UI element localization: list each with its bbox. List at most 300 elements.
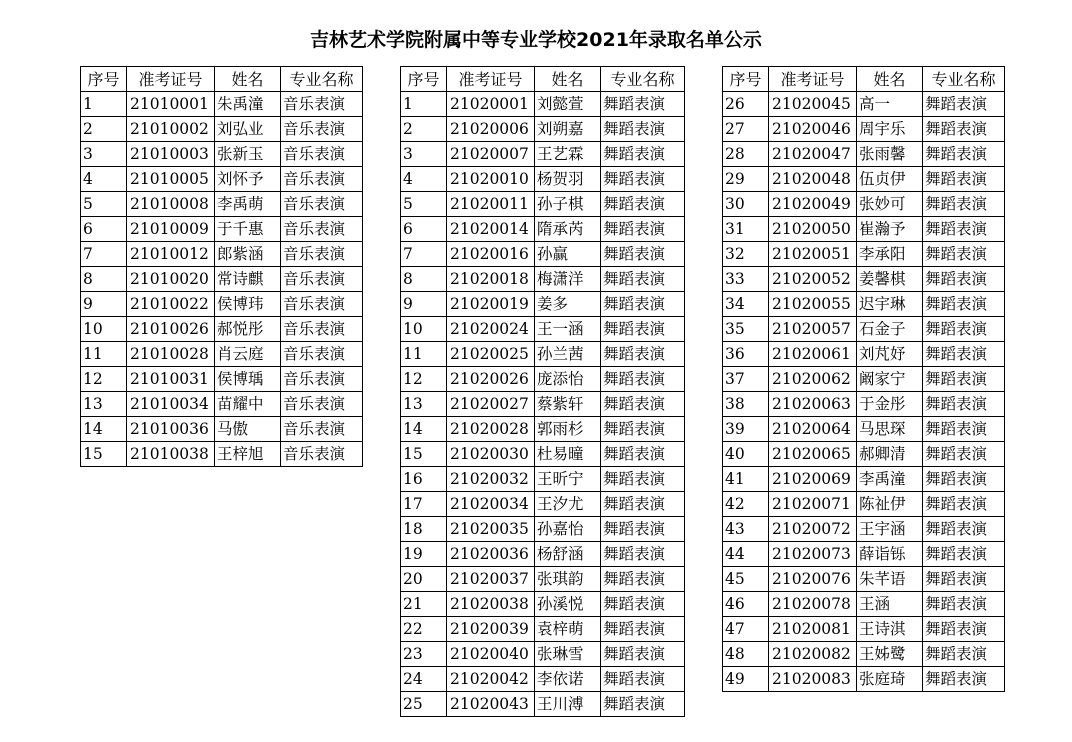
exam-id-cell: 21020035 <box>447 517 535 542</box>
seq-cell: 40 <box>723 442 769 467</box>
exam-id-cell: 21020006 <box>447 117 535 142</box>
exam-id-cell: 21020078 <box>769 592 857 617</box>
table-row <box>81 217 363 242</box>
major-cell: 舞蹈表演 <box>601 92 685 117</box>
seq-cell: 19 <box>401 542 447 567</box>
seq-cell: 20 <box>401 567 447 592</box>
exam-id-cell: 21010038 <box>127 442 215 467</box>
table-header-row <box>723 67 1005 92</box>
table-row <box>401 117 685 142</box>
table-row <box>723 492 1005 517</box>
major-cell: 舞蹈表演 <box>601 692 685 717</box>
seq-cell: 9 <box>81 292 127 317</box>
exam-id-cell: 21010009 <box>127 217 215 242</box>
exam-id-cell: 21020024 <box>447 317 535 342</box>
major-cell: 音乐表演 <box>281 192 363 217</box>
name-cell: 郎紫涵 <box>215 242 281 267</box>
header-exam-id: 准考证号 <box>127 67 215 92</box>
table-row <box>401 292 685 317</box>
header-name: 姓名 <box>857 67 923 92</box>
header-name: 姓名 <box>215 67 281 92</box>
major-cell: 舞蹈表演 <box>601 542 685 567</box>
seq-cell: 5 <box>81 192 127 217</box>
major-cell: 舞蹈表演 <box>601 142 685 167</box>
seq-cell: 46 <box>723 592 769 617</box>
seq-cell: 12 <box>401 367 447 392</box>
name-cell: 王宇涵 <box>857 517 923 542</box>
name-cell: 王一涵 <box>535 317 601 342</box>
major-cell: 舞蹈表演 <box>923 417 1005 442</box>
table-row <box>723 417 1005 442</box>
name-cell: 孙嘉怡 <box>535 517 601 542</box>
seq-cell: 24 <box>401 667 447 692</box>
table-row <box>81 392 363 417</box>
name-cell: 马傲 <box>215 417 281 442</box>
seq-cell: 47 <box>723 617 769 642</box>
table-row <box>723 317 1005 342</box>
name-cell: 于金彤 <box>857 392 923 417</box>
exam-id-cell: 21020072 <box>769 517 857 542</box>
seq-cell: 14 <box>81 417 127 442</box>
exam-id-cell: 21020028 <box>447 417 535 442</box>
name-cell: 侯博瑀 <box>215 367 281 392</box>
seq-cell: 42 <box>723 492 769 517</box>
header-major: 专业名称 <box>601 67 685 92</box>
major-cell: 舞蹈表演 <box>923 317 1005 342</box>
exam-id-cell: 21020052 <box>769 267 857 292</box>
major-cell: 舞蹈表演 <box>923 142 1005 167</box>
seq-cell: 27 <box>723 117 769 142</box>
table-row <box>81 342 363 367</box>
table-row <box>401 667 685 692</box>
seq-cell: 41 <box>723 467 769 492</box>
header-seq: 序号 <box>723 67 769 92</box>
exam-id-cell: 21020042 <box>447 667 535 692</box>
major-cell: 舞蹈表演 <box>601 217 685 242</box>
table-header-row <box>81 67 363 92</box>
exam-id-cell: 21020032 <box>447 467 535 492</box>
exam-id-cell: 21020025 <box>447 342 535 367</box>
exam-id-cell: 21020069 <box>769 467 857 492</box>
name-cell: 刘芃妤 <box>857 342 923 367</box>
exam-id-cell: 21010020 <box>127 267 215 292</box>
name-cell: 李禹潼 <box>857 467 923 492</box>
name-cell: 隋承芮 <box>535 217 601 242</box>
major-cell: 舞蹈表演 <box>923 292 1005 317</box>
name-cell: 李禹萌 <box>215 192 281 217</box>
name-cell: 刘朔嘉 <box>535 117 601 142</box>
seq-cell: 22 <box>401 617 447 642</box>
major-cell: 音乐表演 <box>281 317 363 342</box>
seq-cell: 14 <box>401 417 447 442</box>
major-cell: 音乐表演 <box>281 142 363 167</box>
name-cell: 孙赢 <box>535 242 601 267</box>
table-row <box>81 117 363 142</box>
name-cell: 侯博玮 <box>215 292 281 317</box>
table-row <box>401 267 685 292</box>
admission-table-music <box>80 66 363 467</box>
table-row <box>401 92 685 117</box>
table-row <box>723 242 1005 267</box>
table-row <box>723 342 1005 367</box>
table-row <box>723 117 1005 142</box>
name-cell: 朱芊语 <box>857 567 923 592</box>
major-cell: 舞蹈表演 <box>923 517 1005 542</box>
table-row <box>723 167 1005 192</box>
table-row <box>81 292 363 317</box>
name-cell: 张雨馨 <box>857 142 923 167</box>
major-cell: 舞蹈表演 <box>923 367 1005 392</box>
major-cell: 舞蹈表演 <box>923 492 1005 517</box>
seq-cell: 17 <box>401 492 447 517</box>
table-row <box>401 467 685 492</box>
exam-id-cell: 21010028 <box>127 342 215 367</box>
name-cell: 姜多 <box>535 292 601 317</box>
name-cell: 姜馨棋 <box>857 267 923 292</box>
table-row <box>81 367 363 392</box>
table-row <box>81 442 363 467</box>
table-row <box>401 192 685 217</box>
major-cell: 音乐表演 <box>281 117 363 142</box>
name-cell: 迟宇琳 <box>857 292 923 317</box>
name-cell: 王涵 <box>857 592 923 617</box>
major-cell: 舞蹈表演 <box>923 167 1005 192</box>
major-cell: 音乐表演 <box>281 442 363 467</box>
table-row <box>401 617 685 642</box>
seq-cell: 21 <box>401 592 447 617</box>
name-cell: 王姊鹭 <box>857 642 923 667</box>
table-row <box>723 267 1005 292</box>
name-cell: 孙兰茜 <box>535 342 601 367</box>
exam-id-cell: 21020030 <box>447 442 535 467</box>
table-row <box>401 517 685 542</box>
major-cell: 音乐表演 <box>281 167 363 192</box>
header-exam-id: 准考证号 <box>447 67 535 92</box>
name-cell: 王汐尤 <box>535 492 601 517</box>
table-row <box>401 642 685 667</box>
name-cell: 郝卿清 <box>857 442 923 467</box>
exam-id-cell: 21020061 <box>769 342 857 367</box>
major-cell: 舞蹈表演 <box>923 642 1005 667</box>
name-cell: 伍贞伊 <box>857 167 923 192</box>
name-cell: 孙溪悦 <box>535 592 601 617</box>
admission-table-dance-2 <box>722 66 1005 692</box>
major-cell: 舞蹈表演 <box>923 442 1005 467</box>
seq-cell: 23 <box>401 642 447 667</box>
table-row <box>723 567 1005 592</box>
exam-id-cell: 21010031 <box>127 367 215 392</box>
major-cell: 舞蹈表演 <box>601 617 685 642</box>
exam-id-cell: 21020001 <box>447 92 535 117</box>
table-row <box>401 142 685 167</box>
major-cell: 舞蹈表演 <box>923 617 1005 642</box>
exam-id-cell: 21020040 <box>447 642 535 667</box>
exam-id-cell: 21020039 <box>447 617 535 642</box>
header-seq: 序号 <box>81 67 127 92</box>
exam-id-cell: 21020034 <box>447 492 535 517</box>
major-cell: 舞蹈表演 <box>923 567 1005 592</box>
exam-id-cell: 21010034 <box>127 392 215 417</box>
seq-cell: 43 <box>723 517 769 542</box>
header-major: 专业名称 <box>281 67 363 92</box>
table-row <box>81 92 363 117</box>
major-cell: 音乐表演 <box>281 417 363 442</box>
table-row <box>81 167 363 192</box>
seq-cell: 25 <box>401 692 447 717</box>
exam-id-cell: 21020043 <box>447 692 535 717</box>
name-cell: 王川溥 <box>535 692 601 717</box>
major-cell: 舞蹈表演 <box>601 517 685 542</box>
exam-id-cell: 21020010 <box>447 167 535 192</box>
name-cell: 刘怀予 <box>215 167 281 192</box>
exam-id-cell: 21010001 <box>127 92 215 117</box>
table-row <box>81 192 363 217</box>
table-row <box>723 217 1005 242</box>
seq-cell: 36 <box>723 342 769 367</box>
name-cell: 张妙可 <box>857 192 923 217</box>
table-row <box>723 467 1005 492</box>
major-cell: 舞蹈表演 <box>923 667 1005 692</box>
admission-table-dance-1 <box>400 66 685 717</box>
name-cell: 刘懿萱 <box>535 92 601 117</box>
name-cell: 石金子 <box>857 317 923 342</box>
table-row <box>723 442 1005 467</box>
major-cell: 舞蹈表演 <box>601 642 685 667</box>
seq-cell: 31 <box>723 217 769 242</box>
name-cell: 蔡紫轩 <box>535 392 601 417</box>
major-cell: 舞蹈表演 <box>923 242 1005 267</box>
exam-id-cell: 21010005 <box>127 167 215 192</box>
table-row <box>401 317 685 342</box>
seq-cell: 3 <box>81 142 127 167</box>
seq-cell: 11 <box>81 342 127 367</box>
seq-cell: 29 <box>723 167 769 192</box>
major-cell: 舞蹈表演 <box>601 392 685 417</box>
major-cell: 音乐表演 <box>281 292 363 317</box>
exam-id-cell: 21020050 <box>769 217 857 242</box>
seq-cell: 7 <box>401 242 447 267</box>
major-cell: 舞蹈表演 <box>601 117 685 142</box>
seq-cell: 33 <box>723 267 769 292</box>
seq-cell: 34 <box>723 292 769 317</box>
exam-id-cell: 21020016 <box>447 242 535 267</box>
table-row <box>401 392 685 417</box>
exam-id-cell: 21020014 <box>447 217 535 242</box>
name-cell: 孙子棋 <box>535 192 601 217</box>
table-row <box>401 692 685 717</box>
name-cell: 王昕宁 <box>535 467 601 492</box>
seq-cell: 4 <box>401 167 447 192</box>
seq-cell: 11 <box>401 342 447 367</box>
exam-id-cell: 21020065 <box>769 442 857 467</box>
major-cell: 舞蹈表演 <box>601 192 685 217</box>
seq-cell: 8 <box>81 267 127 292</box>
exam-id-cell: 21020026 <box>447 367 535 392</box>
name-cell: 王梓旭 <box>215 442 281 467</box>
seq-cell: 1 <box>81 92 127 117</box>
table-row <box>401 342 685 367</box>
table-row <box>723 367 1005 392</box>
major-cell: 音乐表演 <box>281 392 363 417</box>
name-cell: 李承阳 <box>857 242 923 267</box>
seq-cell: 10 <box>401 317 447 342</box>
seq-cell: 15 <box>81 442 127 467</box>
major-cell: 音乐表演 <box>281 267 363 292</box>
name-cell: 杨贺羽 <box>535 167 601 192</box>
name-cell: 苗耀中 <box>215 392 281 417</box>
major-cell: 舞蹈表演 <box>923 267 1005 292</box>
major-cell: 音乐表演 <box>281 367 363 392</box>
seq-cell: 30 <box>723 192 769 217</box>
major-cell: 舞蹈表演 <box>923 392 1005 417</box>
exam-id-cell: 21020027 <box>447 392 535 417</box>
seq-cell: 2 <box>81 117 127 142</box>
header-name: 姓名 <box>535 67 601 92</box>
name-cell: 杜易曈 <box>535 442 601 467</box>
exam-id-cell: 21010008 <box>127 192 215 217</box>
exam-id-cell: 21020082 <box>769 642 857 667</box>
seq-cell: 9 <box>401 292 447 317</box>
seq-cell: 26 <box>723 92 769 117</box>
major-cell: 舞蹈表演 <box>601 667 685 692</box>
name-cell: 阚家宁 <box>857 367 923 392</box>
exam-id-cell: 21020047 <box>769 142 857 167</box>
major-cell: 舞蹈表演 <box>601 242 685 267</box>
name-cell: 崔瀚予 <box>857 217 923 242</box>
major-cell: 舞蹈表演 <box>601 442 685 467</box>
name-cell: 杨舒涵 <box>535 542 601 567</box>
header-exam-id: 准考证号 <box>769 67 857 92</box>
exam-id-cell: 21020037 <box>447 567 535 592</box>
page-title: 吉林艺术学院附属中等专业学校2021年录取名单公示 <box>310 29 762 51</box>
major-cell: 音乐表演 <box>281 92 363 117</box>
seq-cell: 6 <box>401 217 447 242</box>
seq-cell: 35 <box>723 317 769 342</box>
table-row <box>401 367 685 392</box>
seq-cell: 37 <box>723 367 769 392</box>
seq-cell: 13 <box>401 392 447 417</box>
exam-id-cell: 21010026 <box>127 317 215 342</box>
major-cell: 舞蹈表演 <box>601 592 685 617</box>
exam-id-cell: 21010003 <box>127 142 215 167</box>
table-row <box>723 142 1005 167</box>
major-cell: 舞蹈表演 <box>601 167 685 192</box>
exam-id-cell: 21020083 <box>769 667 857 692</box>
exam-id-cell: 21020038 <box>447 592 535 617</box>
seq-cell: 5 <box>401 192 447 217</box>
table-row <box>401 567 685 592</box>
table-row <box>723 392 1005 417</box>
table-row <box>723 642 1005 667</box>
table-row <box>401 217 685 242</box>
seq-cell: 16 <box>401 467 447 492</box>
exam-id-cell: 21020049 <box>769 192 857 217</box>
exam-id-cell: 21020018 <box>447 267 535 292</box>
table-row <box>81 242 363 267</box>
exam-id-cell: 21020064 <box>769 417 857 442</box>
name-cell: 张琪韵 <box>535 567 601 592</box>
exam-id-cell: 21020081 <box>769 617 857 642</box>
table-header-row <box>401 67 685 92</box>
name-cell: 刘弘业 <box>215 117 281 142</box>
exam-id-cell: 21010036 <box>127 417 215 442</box>
name-cell: 梅潇洋 <box>535 267 601 292</box>
seq-cell: 10 <box>81 317 127 342</box>
major-cell: 音乐表演 <box>281 242 363 267</box>
seq-cell: 28 <box>723 142 769 167</box>
seq-cell: 2 <box>401 117 447 142</box>
name-cell: 常诗麒 <box>215 267 281 292</box>
seq-cell: 1 <box>401 92 447 117</box>
major-cell: 舞蹈表演 <box>923 342 1005 367</box>
table-row <box>81 142 363 167</box>
major-cell: 舞蹈表演 <box>601 317 685 342</box>
seq-cell: 4 <box>81 167 127 192</box>
table-row <box>723 667 1005 692</box>
exam-id-cell: 21010022 <box>127 292 215 317</box>
seq-cell: 6 <box>81 217 127 242</box>
major-cell: 舞蹈表演 <box>601 492 685 517</box>
major-cell: 舞蹈表演 <box>601 467 685 492</box>
major-cell: 音乐表演 <box>281 342 363 367</box>
seq-cell: 38 <box>723 392 769 417</box>
table-row <box>401 417 685 442</box>
exam-id-cell: 21020045 <box>769 92 857 117</box>
exam-id-cell: 21020007 <box>447 142 535 167</box>
major-cell: 舞蹈表演 <box>923 467 1005 492</box>
table-row <box>81 267 363 292</box>
name-cell: 郭雨杉 <box>535 417 601 442</box>
seq-cell: 48 <box>723 642 769 667</box>
exam-id-cell: 21020036 <box>447 542 535 567</box>
major-cell: 舞蹈表演 <box>923 217 1005 242</box>
name-cell: 张庭琦 <box>857 667 923 692</box>
major-cell: 舞蹈表演 <box>923 117 1005 142</box>
name-cell: 高一 <box>857 92 923 117</box>
seq-cell: 44 <box>723 542 769 567</box>
exam-id-cell: 21020048 <box>769 167 857 192</box>
seq-cell: 8 <box>401 267 447 292</box>
name-cell: 袁梓萌 <box>535 617 601 642</box>
table-row <box>723 517 1005 542</box>
exam-id-cell: 21020076 <box>769 567 857 592</box>
major-cell: 舞蹈表演 <box>601 567 685 592</box>
seq-cell: 3 <box>401 142 447 167</box>
table-row <box>81 317 363 342</box>
seq-cell: 13 <box>81 392 127 417</box>
name-cell: 郝悦彤 <box>215 317 281 342</box>
major-cell: 舞蹈表演 <box>923 192 1005 217</box>
major-cell: 舞蹈表演 <box>601 417 685 442</box>
seq-cell: 15 <box>401 442 447 467</box>
exam-id-cell: 21020073 <box>769 542 857 567</box>
exam-id-cell: 21020011 <box>447 192 535 217</box>
name-cell: 于千惠 <box>215 217 281 242</box>
table-row <box>81 417 363 442</box>
table-row <box>401 542 685 567</box>
exam-id-cell: 21020051 <box>769 242 857 267</box>
major-cell: 舞蹈表演 <box>923 92 1005 117</box>
name-cell: 马思琛 <box>857 417 923 442</box>
exam-id-cell: 21020055 <box>769 292 857 317</box>
exam-id-cell: 21020063 <box>769 392 857 417</box>
table-row <box>401 442 685 467</box>
major-cell: 舞蹈表演 <box>601 267 685 292</box>
name-cell: 李依诺 <box>535 667 601 692</box>
seq-cell: 45 <box>723 567 769 592</box>
header-seq: 序号 <box>401 67 447 92</box>
table-row <box>401 592 685 617</box>
